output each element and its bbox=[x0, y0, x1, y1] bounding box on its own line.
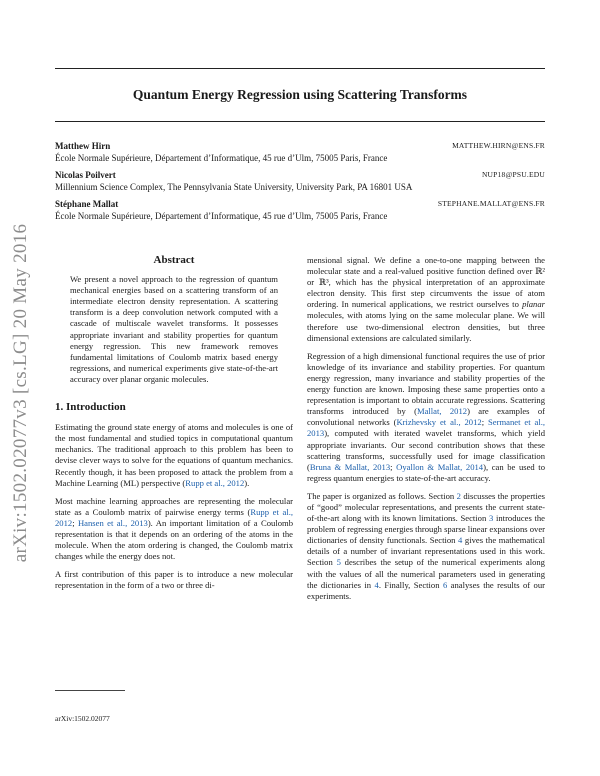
intro-heading: 1. Introduction bbox=[55, 401, 126, 414]
citation-link[interactable]: Rupp et al., 2012 bbox=[185, 477, 245, 488]
section-link[interactable]: 6 bbox=[442, 579, 448, 590]
right-paragraph-1: mensional signal. We define a one-to-one mapping between the molecular state and a real-valued positive function defined over ℝ² or ℝ³, which has the physical interpretation of an approximate electron density. This first step circumvents the issue of atom ordering. In numerical applications, we restrict ourselves to planar molecules, with atoms lying on the same molecular plane. We will therefore use two-dimensional electron densities, but three dimensional extensions are calculated similarly. bbox=[307, 255, 545, 343]
citation-link[interactable]: Sermanet et al., 2013 bbox=[307, 417, 545, 439]
author-email: MATTHEW.HIRN@ENS.FR bbox=[452, 141, 545, 150]
section-link[interactable]: 4 bbox=[458, 535, 463, 546]
citation-link[interactable]: Bruna & Mallat, 2013 bbox=[309, 461, 391, 472]
author-email: NUP18@PSU.EDU bbox=[481, 170, 545, 179]
title-top-rule bbox=[55, 68, 545, 69]
intro-paragraph-1: Estimating the ground state energy of atoms and molecules is one of the most fundamental and studied topics in computational quantum mechanics. The traditional approach to this problem has been to devise clever ways to solve for the equations of quantum mechanics. Recently though, it has been proposed to attack the problem from a Machine Learning (ML) perspective (Rupp et al., 2012). bbox=[55, 422, 293, 488]
author-email: STEPHANE.MALLAT@ENS.FR bbox=[437, 199, 545, 208]
author-affiliation: École Normale Supérieure, Département d’Informatique, 45 rue d’Ulm, 75005 Paris, France bbox=[55, 211, 388, 221]
title-bottom-rule bbox=[55, 121, 545, 122]
citation-link[interactable]: Rupp et al., 2012 bbox=[55, 506, 293, 528]
author-block-1 bbox=[55, 140, 545, 164]
author-name: Stéphane Mallat bbox=[55, 199, 119, 209]
section-link[interactable]: 4 bbox=[374, 579, 379, 590]
section-link[interactable]: 5 bbox=[336, 557, 341, 568]
footer-arxiv-id: arXiv:1502.02077 bbox=[55, 714, 110, 723]
citation-link[interactable]: Oyallon & Mallat, 2014 bbox=[396, 461, 484, 472]
arxiv-side-label: arXiv:1502.02077v3 [cs.LG] 20 May 2016 bbox=[10, 223, 31, 563]
author-affiliation: École Normale Supérieure, Département d’Informatique, 45 rue d’Ulm, 75005 Paris, France bbox=[55, 153, 388, 163]
abstract-heading: Abstract bbox=[153, 254, 195, 266]
paper-title: Quantum Energy Regression using Scattering Transforms bbox=[132, 87, 468, 102]
citation-link[interactable]: Mallat, 2012 bbox=[416, 406, 468, 417]
arxiv-side-stamp bbox=[6, 198, 36, 588]
right-column bbox=[307, 255, 545, 609]
right-paragraph-2: Regression of a high dimensional functional requires the use of prior knowledge of its invariance and stability properties. For quantum energy regression, many invariance and stability properties of the energy function are known. Imposing these same properties onto a representation is important to obtain accurate regressions. Scattering transforms introduced by (Mallat, 2012) are examples of convolutional networks (Krizhevsky et al., 2012; Sermanet et al., 2013), computed with iterated wavelet transforms, which yield appropriate invariants. Our second contribution shows that these scattering transforms, successfully used for image classification (Bruna & Mallat, 2013; Oyallon & Mallat, 2014), can be used to regress quantum energies to state-of-the-art accuracy. bbox=[307, 350, 546, 483]
abstract-body: We present a novel approach to the regression of quantum mechanical energies based on a scattering transform of an intermediate electron density representation. A scattering transform is a deep convolution network computed with a cascade of multiscale wavelet transforms. It possesses appropriate invariant and stability properties for quantum energy regression. This new framework removes fundamental limitations of Coulomb matrix based energy regressions, and numerical experiments give state-of-the-art accuracy over planar organic molecules. bbox=[70, 274, 278, 384]
right-paragraph-3: The paper is organized as follows. Section 2 discusses the properties of “good” molecular representations, and presents the current state-of-the-art along with its known limitations. Section 3 introduces the problem of regressing energies through sparse linear expansions over dictionaries of density functionals. Section 4 gives the mathematical details of a number of invariant representations used in this work. Section 5 describes the setup of the numerical experiments along with the values of all the numerical parameters used in generating the dictionaries in 4. Finally, Section 6 analyses the results of our experiments. bbox=[307, 490, 546, 601]
footnote-rule bbox=[55, 690, 125, 691]
author-affiliation: Millennium Science Complex, The Pennsylvania State University, University Park, PA 16801 USA bbox=[55, 182, 413, 192]
math-r2: ℝ² bbox=[535, 266, 545, 277]
author-name: Nicolas Poilvert bbox=[55, 170, 116, 180]
intro-paragraph-3: A first contribution of this paper is to introduce a new molecular representation in the form of a two or three di- bbox=[55, 569, 293, 591]
math-r3: ℝ³ bbox=[318, 277, 329, 288]
author-block-2 bbox=[55, 169, 545, 193]
citation-link[interactable]: Krizhevsky et al., 2012 bbox=[396, 417, 482, 428]
section-link[interactable]: 2 bbox=[456, 490, 461, 501]
citation-link[interactable]: Hansen et al., 2013 bbox=[77, 517, 148, 528]
author-block-3 bbox=[55, 198, 545, 222]
section-link[interactable]: 3 bbox=[488, 513, 494, 524]
author-name: Matthew Hirn bbox=[55, 141, 111, 151]
left-column bbox=[55, 255, 293, 598]
intro-paragraph-2: Most machine learning approaches are representing the molecular state as a Coulomb matrix of pairwise energy terms (Rupp et al., 2012; Hansen et al., 2013). An important limitation of a Coulomb representation is that it depends on an ordering of the atoms in the molecule. When the atom ordering is changed, the Coulomb matrix changes while the energy does not. bbox=[55, 495, 293, 562]
